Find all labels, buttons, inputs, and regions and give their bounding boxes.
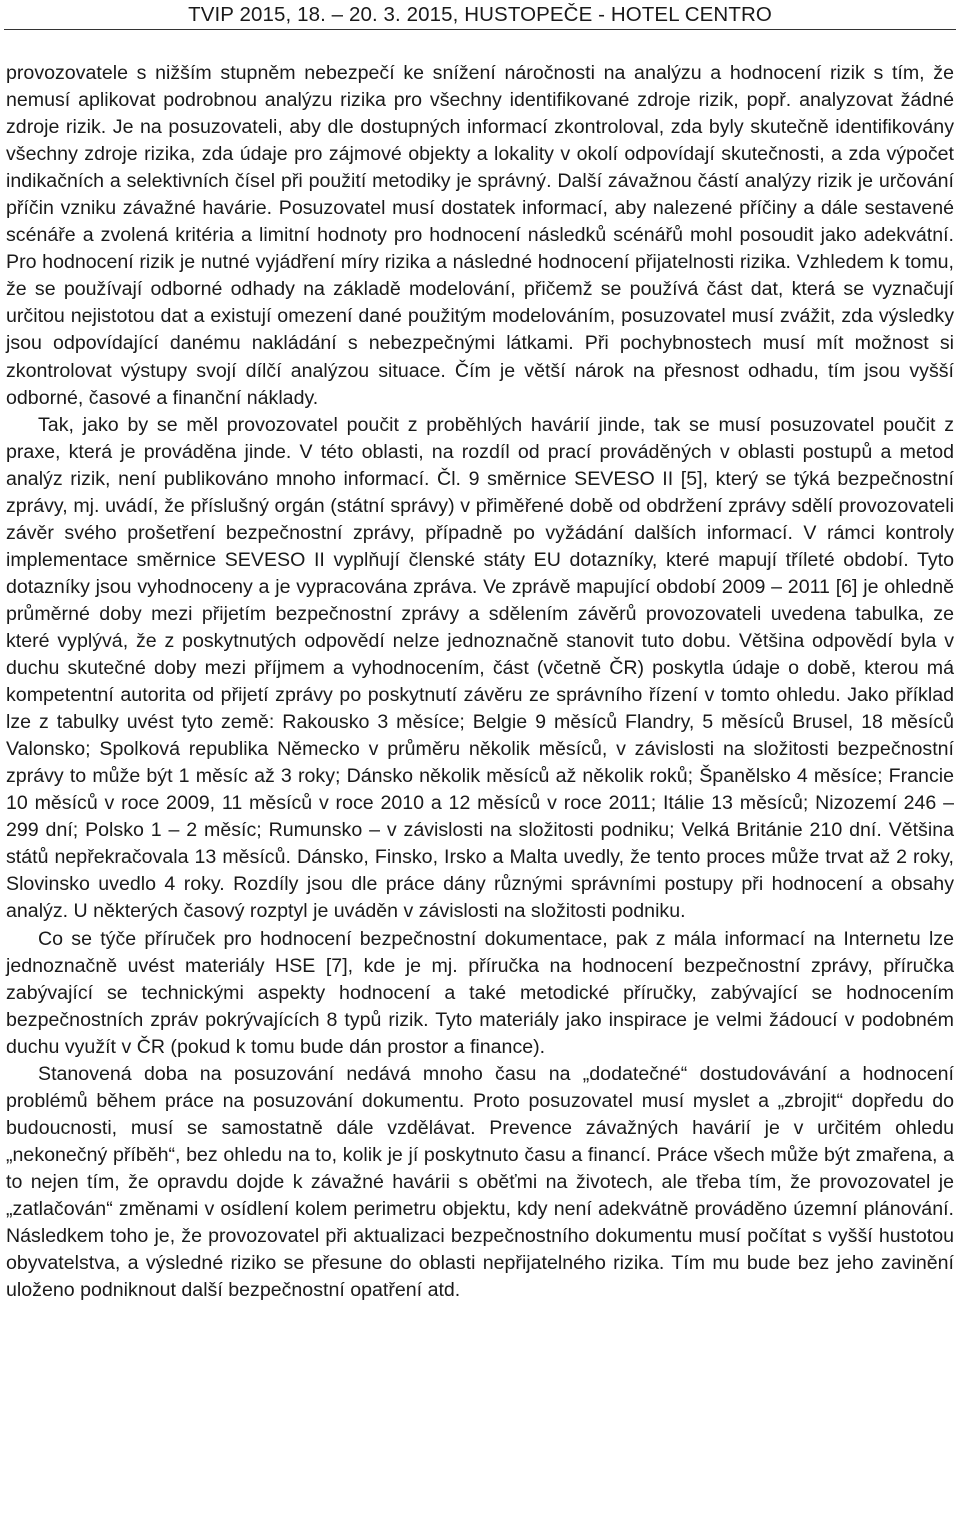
paragraph-2: Tak, jako by se měl provozovatel poučit z proběhlých havárií jinde, tak se musí posuzovatel poučit z praxe, která je prováděna jinde. V této oblasti, na rozdíl od prací prováděných v oblasti postupů a metod analýz rizik, není publikováno mnoho informací. Čl. 9 směrnice SEVESO II [5], který se týká bezpečnostní zprávy, mj. uvádí, že příslušný orgán (státní správy) v přiměřené době od obdržení zprávy sdělí provozovateli závěr svého prošetření bezpečnostní zprávy, případně po vyžádání dalších informací. V rámci kontroly implementace směrnice SEVESO II vyplňují členské státy EU dotazníky, které mapují tříleté období. Tyto dotazníky jsou vyhodnoceny a je vypracována zpráva. Ve zprávě mapující období 2009 – 2011 [6] je ohledně průměrné doby mezi přijetím bezpečnostní zprávy a sdělením závěrů provozovateli uvedena tabulka, ze které vyplývá, že z poskytnutých odpovědí nelze jednoznačně stanovit tuto dobu. Většina odpovědí byla v duchu skutečné doby mezi příjmem a vyhodnocením, část (včetně ČR) poskytla údaje o době, kterou má kompetentní autorita od přijetí zprávy po poskytnutí závěru ze správního řízení v tomto ohledu. Jako příklad lze z tabulky uvést tyto země: Rakousko 3 měsíce; Belgie 9 měsíců Flandry, 5 měsíců Brusel, 18 měsíců Valonsko; Spolková republika Německo v průměru několik měsíců, v závislosti na složitosti bezpečnostní zprávy to může být 1 měsíc až 3 roky; Dánsko několik měsíců až několik roků; Španělsko 4 měsíce; Francie 10 měsíců v roce 2009, 11 měsíců v roce 2010 a 12 měsíců v roce 2011; Itálie 13 měsíců; Nizozemí 246 – 299 dní; Polsko 1 – 2 měsíc; Rumunsko – v závislosti na složitosti podniku; Velká Británie 210 dní. Většina států nepřekračovala 13 měsíců. Dánsko, Finsko, Irsko a Malta uvedly, že tento proces může trvat až 2 roky, Slovinsko uvedlo 4 roky. Rozdíly jsou dle práce dány různými správními postupy při hodnocení a obsahy analýz. U některých časový rozptyl je uváděn v závislosti na složitosti podniku. (6, 413, 954, 923)
document-body (6, 60, 954, 1304)
header-title: TVIP 2015, 18. – 20. 3. 2015, HUSTOPEČE - HOTEL CENTRO (188, 3, 772, 26)
header-divider (4, 29, 956, 30)
paragraph-4: Stanovená doba na posuzování nedává mnoho času na „dodatečné“ dostudovávání a hodnocení problémů během práce na posuzování dokumentu. Proto posuzovatel musí myslet a „zbrojit“ dopředu do budoucnosti, musí se samostatně dále vzdělávat. Prevence závažných havárií je v určitém ohledu „nekonečný příběh“, bez ohledu na to, kolik je jí poskytnuto času a financí. Práce všech může být zmařena, a to nejen tím, že opravdu dojde k závažné havárii s oběťmi na životech, ale třeba tím, že provozovatel je „zatlačován“ změnami v osídlení kolem perimetru objektu, kdy není adekvátně prováděno územní plánování. Následkem toho je, že provozovatel při aktualizaci bezpečnostního dokumentu musí počítat s vyšší hustotou obyvatelstva, a výsledné riziko se přesune do oblasti nepřijatelného rizika. Tím mu bude bez jeho zavinění uloženo podniknout další bezpečnostní opatření atd. (6, 1062, 954, 1302)
paragraph-1: provozovatele s nižším stupněm nebezpečí ke snížení náročnosti na analýzu a hodnocení rizik s tím, že nemusí aplikovat podrobnou analýzu rizika pro všechny identifikované zdroje rizik, popř. analyzovat žádné zdroje rizik. Je na posuzovateli, aby dle dostupných informací zkontroloval, zda byly skutečně identifikovány všechny zdroje rizika, zda údaje pro zájmové objekty a lokality v okolí odpovídají skutečnosti, a zda výpočet indikačních a selektivních čísel při použití metodiky je správný. Další závažnou částí analýzy rizik je určování příčin vzniku závažné havárie. Posuzovatel musí dostatek informací, aby nalezené příčiny a dále sestavené scénáře a zvolená kritéria a limitní hodnoty pro hodnocení následků scénářů mohl posoudit jako adekvátní. Pro hodnocení rizik je nutné vyjádření míry rizika a následné hodnocení přijatelnosti rizika. Vzhledem k tomu, že se používají odborné odhady na základě modelování, přičemž se používá část dat, která se vyznačují určitou nejistotou dat a existují omezení dané použitým modelováním, posuzovatel musí zvážit, zda výsledky jsou odpovídající danému nakládání s nebezpečnými látkami. Při pochybnostech musí mít možnost si zkontrolovat výstupy svojí dílčí analýzou situace. Čím je větší nárok na přesnost odhadu, tím jsou vyšší odborné, časové a finanční náklady. (6, 62, 954, 409)
paragraph-3: Co se týče příruček pro hodnocení bezpečnostní dokumentace, pak z mála informací na Internetu lze jednoznačně uvést materiály HSE [7], kde je mj. příručka na hodnocení bezpečnostní zprávy, příručka zabývající se technickými aspekty hodnocení a také metodické příručky, zabývající se hodnocením bezpečnostních zpráv pokrývajících 8 typů rizik. Tyto materiály jako inspirace je velmi žádoucí v podobném duchu využít v ČR (pokud k tomu bude dán prostor a finance). (6, 927, 954, 1058)
page-header (0, 0, 960, 28)
